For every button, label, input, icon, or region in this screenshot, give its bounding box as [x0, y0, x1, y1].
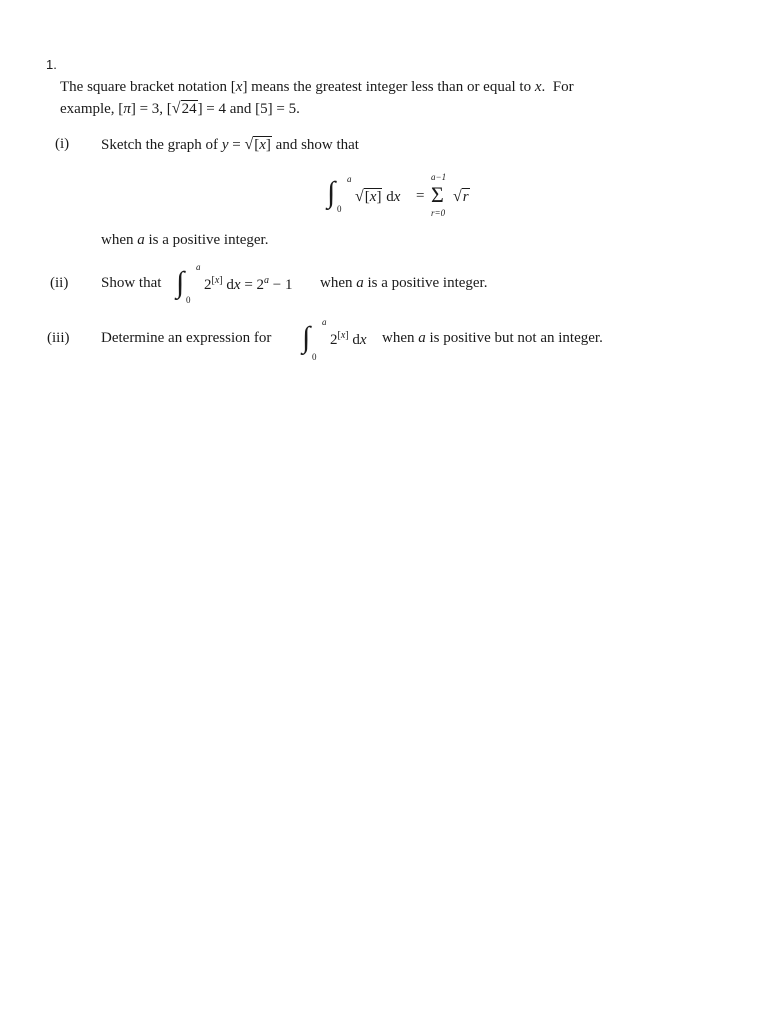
intro-line-2: example, [π] = 3, [√24] = 4 and [5] = 5. — [60, 100, 300, 117]
part-i-tail: when a is a positive integer. — [101, 232, 269, 248]
integral-lower-limit: 0 — [186, 295, 191, 305]
part-ii-label: (ii) — [50, 275, 69, 291]
part-ii-integrand: 2[x] dx = $2^a - 1$ — [204, 275, 293, 293]
integral-upper-limit: a — [196, 262, 201, 272]
part-iii-prefix: Determine an expression for — [101, 330, 272, 346]
integral-upper-limit: a — [347, 174, 352, 184]
sum-term: √r — [453, 188, 469, 205]
integral-lower-limit: 0 — [312, 352, 317, 362]
sum-lower-limit: r=0 — [431, 208, 446, 218]
part-ii-suffix: when a is a positive integer. — [320, 275, 488, 291]
integral-lower-limit: 0 — [337, 204, 342, 214]
intro-line-1: The square bracket notation [x] means the greatest integer less than or equal to x. For — [60, 79, 574, 95]
integral-sign: ∫ — [176, 266, 185, 299]
part-i-equation — [327, 172, 527, 218]
integral-sign: ∫ — [302, 321, 311, 354]
integrand: √[x] dx — [355, 188, 401, 205]
integral-upper-limit: a — [322, 317, 327, 327]
part-iii-label: (iii) — [47, 330, 70, 346]
part-i-text: Sketch the graph of y = √[x] and show that — [101, 136, 359, 153]
summation-sign: Σ — [431, 182, 444, 207]
equals-sign: = — [416, 188, 425, 204]
part-ii-prefix: Show that — [101, 275, 162, 291]
question-number: 1. — [46, 57, 57, 72]
part-iii-integrand: 2[x] dx — [330, 330, 367, 348]
part-iii-suffix: when a is positive but not an integer. — [382, 330, 603, 346]
integral-sign: ∫ — [327, 176, 336, 209]
part-i-label: (i) — [55, 136, 70, 152]
sum-upper-limit: a−1 — [431, 172, 447, 182]
